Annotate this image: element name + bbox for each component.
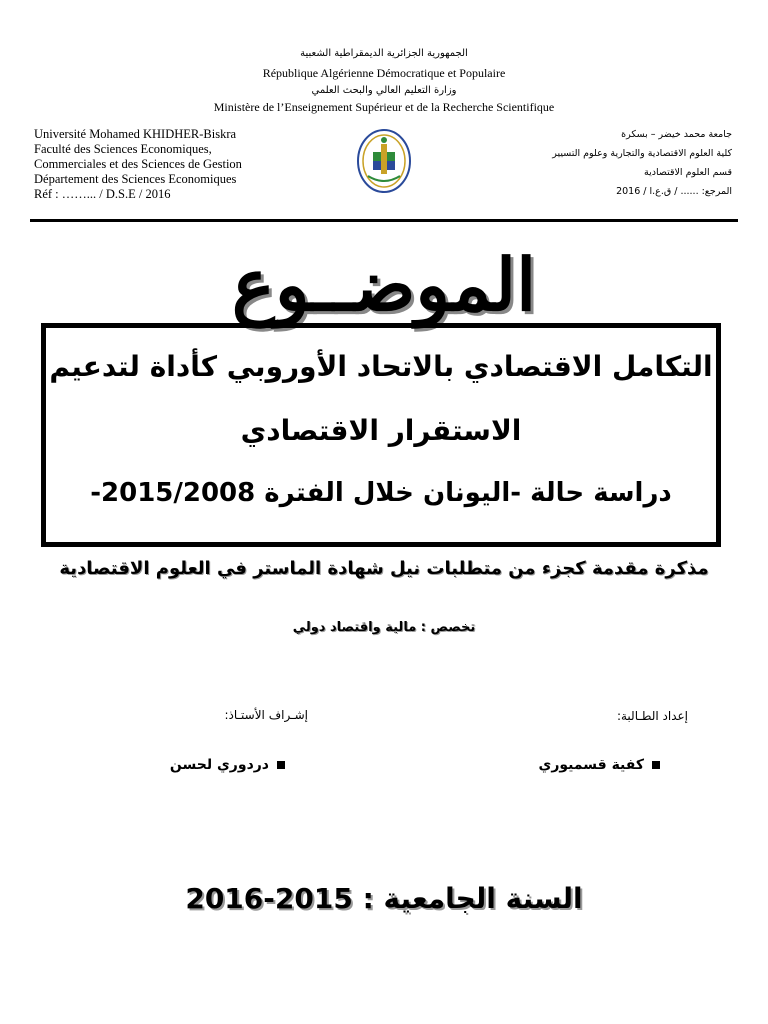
student-entry (539, 757, 668, 773)
supervision-label: إشـراف الأستـاذ: (224, 708, 308, 722)
faculty-line1-fr: Faculté des Sciences Economiques, (34, 142, 212, 156)
supervisor-entry (170, 757, 293, 773)
subject-title: الموضــوع (231, 242, 537, 327)
faculty-ar: كلية العلوم الاقتصادية والتجارية وعلوم التسيير (552, 148, 732, 159)
header-divider (30, 219, 738, 222)
department-ar: قسم العلوم الاقتصادية (644, 167, 732, 178)
university-info-french (34, 127, 334, 202)
header-french-ministry: Ministère de l’Enseignement Supérieur et de la Recherche Scientifique (213, 100, 555, 114)
university-logo-icon (356, 128, 412, 194)
header-french-republic: République Algérienne Démocratique et Populaire (262, 66, 506, 80)
university-name-ar: جامعة محمد خيضر – بسكرة (621, 129, 732, 140)
header-arabic-republic: الجمهورية الجزائرية الديمقراطية الشعبية (300, 48, 468, 59)
preparation-label: إعداد الطـالبة: (616, 709, 688, 723)
specialization: تخصص : مالية واقتصاد دولي (292, 620, 476, 635)
supervisor-name: دردوري لحسن (169, 757, 269, 773)
faculty-line2-fr: Commerciales et des Sciences de Gestion (34, 157, 242, 171)
department-fr: Département des Sciences Economiques (34, 172, 237, 186)
university-info-arabic (432, 125, 732, 201)
thesis-title-box (41, 323, 721, 547)
student-name: كفية قسميوري (538, 757, 644, 773)
academic-year: السنة الجامعية : 2015-2016 (185, 882, 583, 915)
header-arabic-ministry: وزارة التعليم العالي والبحث العلمي (311, 85, 457, 96)
bullet-icon (277, 761, 285, 769)
reference-fr: Réf : ……... / D.S.E / 2016 (34, 187, 171, 201)
university-name-fr: Université Mohamed KHIDHER-Biskra (34, 127, 237, 141)
reference-ar: المرجع: ...... / ق.ع.ا / 2016 (616, 186, 732, 197)
bullet-icon (652, 761, 660, 769)
thesis-title-line1: التكامل الاقتصادي بالاتحاد الأوروبي كأداة لتدعيم (49, 350, 713, 383)
thesis-title-line3: دراسة حالة -اليونان خلال الفترة 2015/2008- (90, 478, 672, 508)
thesis-title-line2: الاستقرار الاقتصادي (240, 414, 522, 447)
memo-description: مذكرة مقدمة كجزء من متطلبات نيل شهادة الماستر في العلوم الاقتصادية (59, 558, 709, 579)
